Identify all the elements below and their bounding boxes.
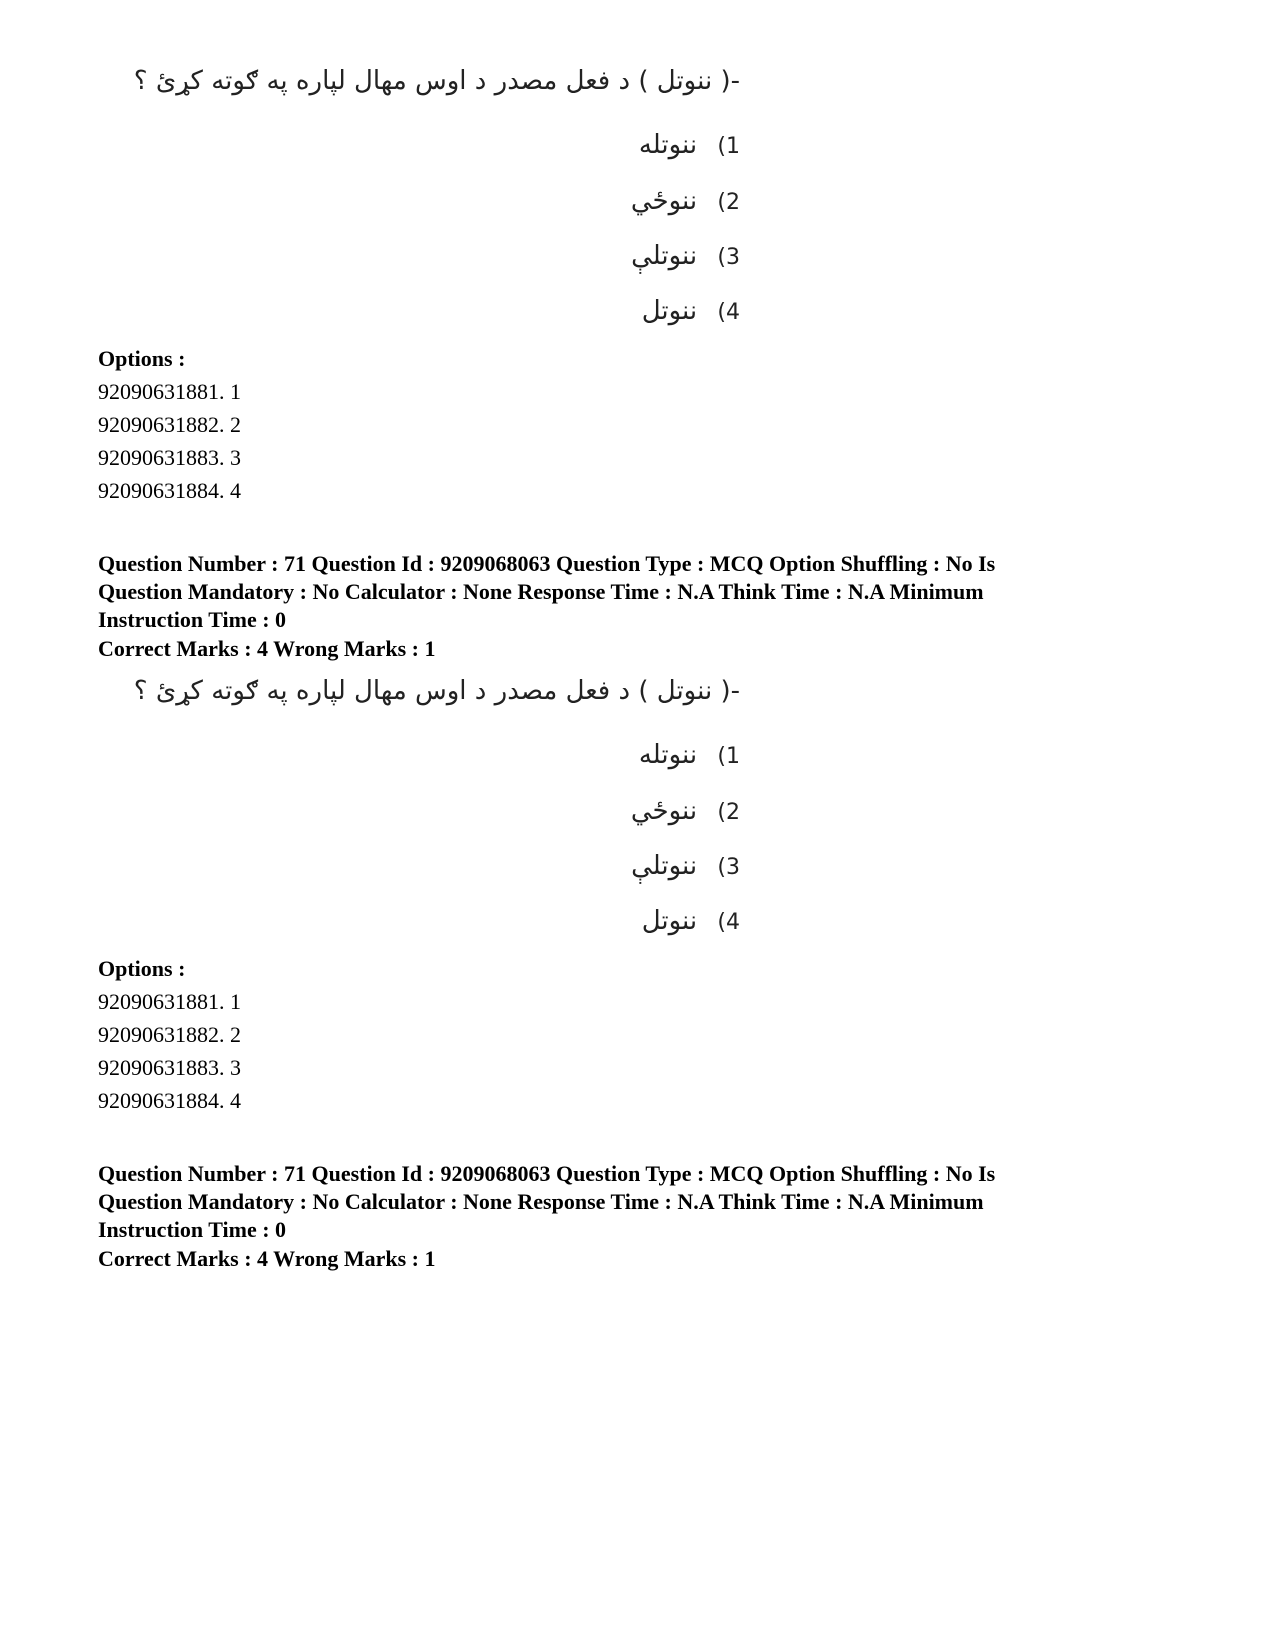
option-item: 92090631882. 2 xyxy=(98,412,241,437)
choice-text: ننوتل xyxy=(641,296,698,326)
meta-line: Question Mandatory : No Calculator : None Response Time : N.A Think Time : N.A Minimum xyxy=(98,1189,984,1214)
meta-line: Question Number : 71 Question Id : 9209068063 Question Type : MCQ Option Shuffling : No Is xyxy=(98,1161,996,1186)
choice-number: (4 xyxy=(717,910,740,935)
choice-number: (3 xyxy=(717,855,740,880)
meta-line: Question Number : 71 Question Id : 9209068063 Question Type : MCQ Option Shuffling : No Is xyxy=(98,551,996,576)
question-meta xyxy=(98,1160,1098,1244)
choice-number: (2 xyxy=(717,800,740,825)
option-item: 92090631882. 2 xyxy=(98,1022,241,1047)
option-item: 92090631884. 4 xyxy=(98,478,241,503)
choice-4 xyxy=(560,296,740,326)
choice-text: ننوځي xyxy=(630,186,698,216)
choice-3 xyxy=(560,851,740,881)
choice-number: (3 xyxy=(717,245,740,270)
choice-text: ننوتلې xyxy=(631,851,698,881)
option-item: 92090631881. 1 xyxy=(98,379,241,404)
choice-2 xyxy=(560,186,740,216)
option-item: 92090631883. 3 xyxy=(98,1055,241,1080)
choice-number: (1 xyxy=(717,134,740,159)
choice-3 xyxy=(560,241,740,271)
choice-1 xyxy=(560,130,740,160)
choice-text: ننوتله xyxy=(638,130,698,160)
question-text: -( ننوتل ) د فعل مصدر د اوس مهال لپاره په ګوته کړئ ؟ xyxy=(133,66,740,96)
choice-number: (4 xyxy=(717,300,740,325)
meta-line: Instruction Time : 0 xyxy=(98,607,287,632)
option-item: 92090631883. 3 xyxy=(98,445,241,470)
choice-text: ننوتله xyxy=(638,740,698,770)
meta-line: Question Mandatory : No Calculator : None Response Time : N.A Think Time : N.A Minimum xyxy=(98,579,984,604)
choice-number: (2 xyxy=(717,190,740,215)
meta-line: Instruction Time : 0 xyxy=(98,1217,287,1242)
options-heading: Options : xyxy=(98,956,186,981)
marks-line: Correct Marks : 4 Wrong Marks : 1 xyxy=(98,1246,436,1271)
option-item: 92090631884. 4 xyxy=(98,1088,241,1113)
choice-1 xyxy=(560,740,740,770)
choice-text: ننوتل xyxy=(641,906,698,936)
choice-2 xyxy=(560,796,740,826)
question-text: -( ننوتل ) د فعل مصدر د اوس مهال لپاره په ګوته کړئ ؟ xyxy=(133,676,740,706)
choice-text: ننوتلې xyxy=(631,241,698,271)
choice-4 xyxy=(560,906,740,936)
option-item: 92090631881. 1 xyxy=(98,989,241,1014)
choice-text: ننوځي xyxy=(630,796,698,826)
marks-line: Correct Marks : 4 Wrong Marks : 1 xyxy=(98,636,436,661)
question-meta xyxy=(98,550,1098,634)
choice-number: (1 xyxy=(717,744,740,769)
options-heading: Options : xyxy=(98,346,186,371)
